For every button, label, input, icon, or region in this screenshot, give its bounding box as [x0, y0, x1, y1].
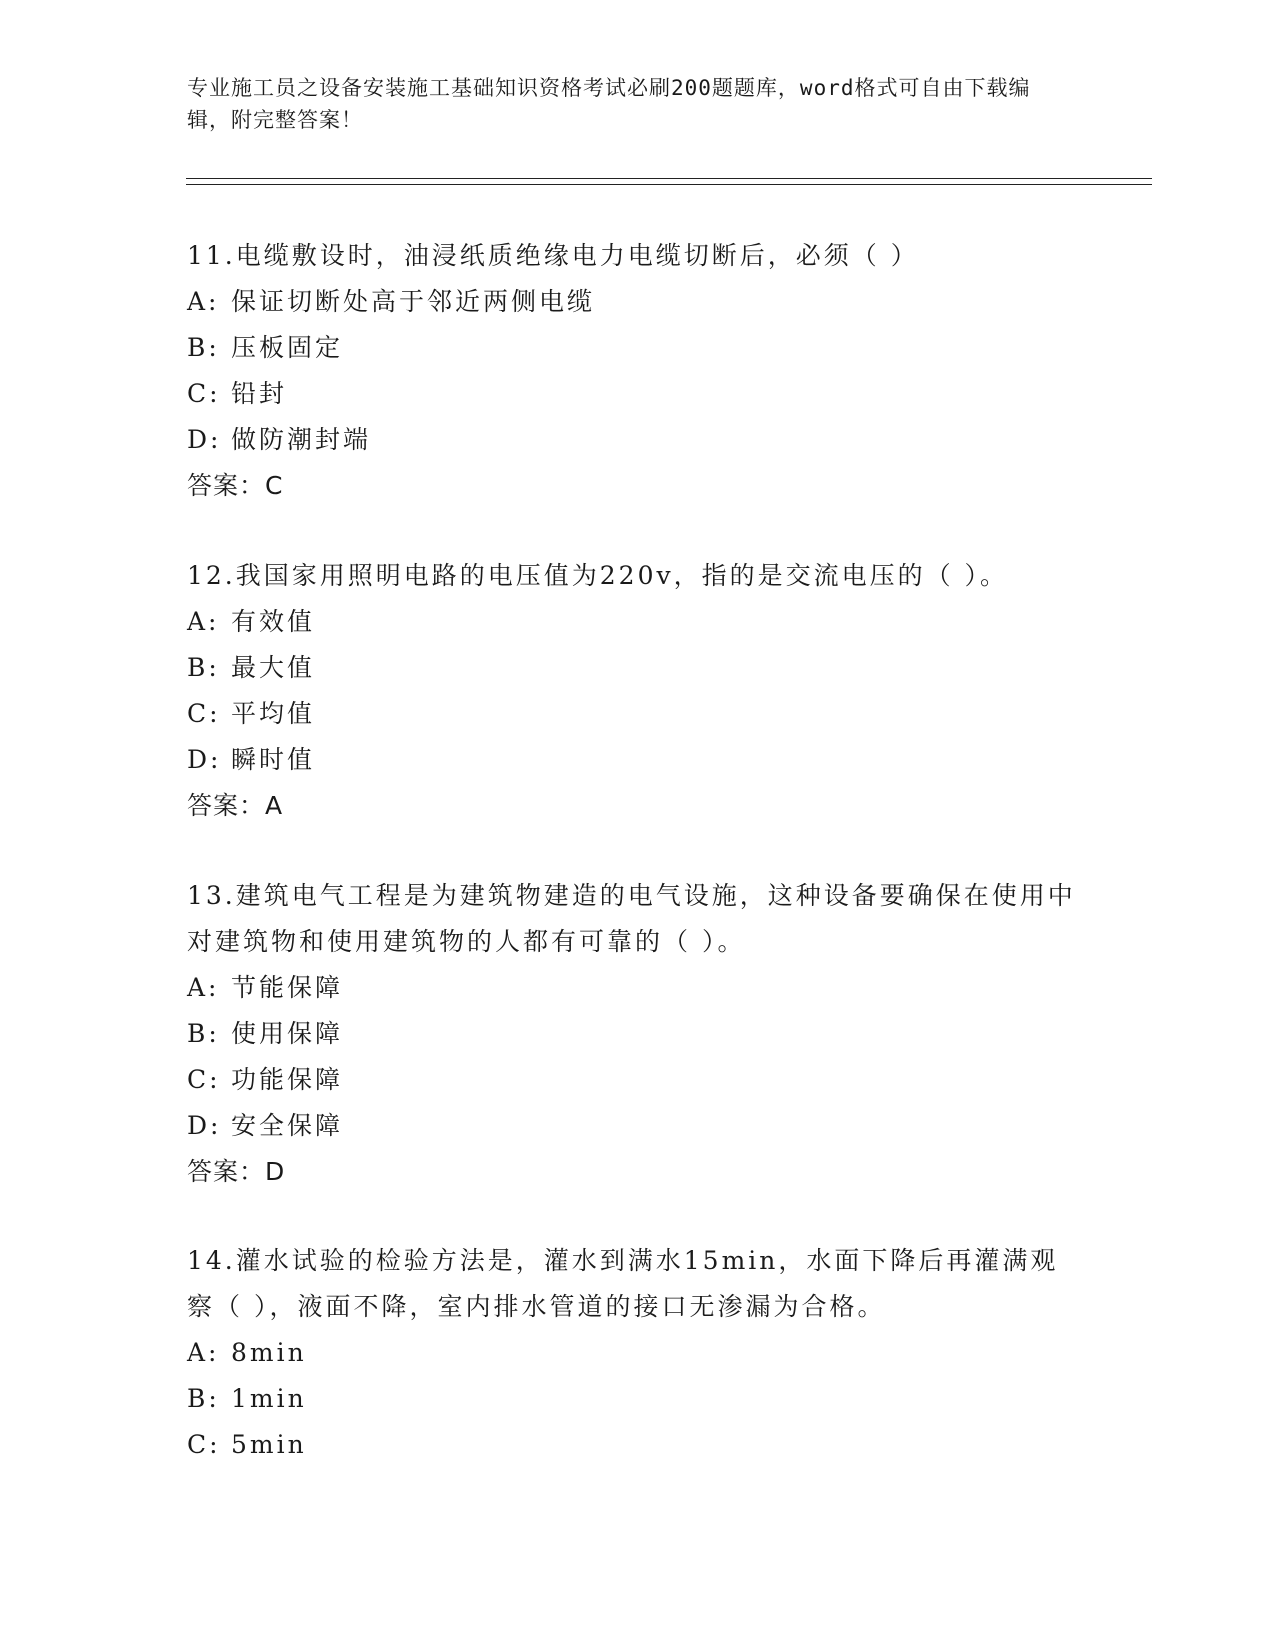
question-11: [187, 233, 1077, 509]
option-b: [187, 1011, 1077, 1057]
option-c: [187, 691, 1077, 737]
option-letter: D:: [187, 425, 222, 454]
document-header: [187, 72, 1067, 136]
option-letter: B:: [187, 333, 220, 362]
option-d: [187, 1103, 1077, 1149]
option-text: 1min: [231, 1384, 307, 1413]
option-letter: B:: [187, 653, 220, 682]
option-text: 安全保障: [231, 1111, 344, 1140]
option-text: 保证切断处高于邻近两侧电缆: [231, 287, 596, 316]
option-text: 功能保障: [231, 1065, 344, 1094]
option-text: 有效值: [231, 607, 316, 636]
question-14: [187, 1238, 1077, 1468]
option-c: [187, 1057, 1077, 1103]
option-text: 使用保障: [231, 1019, 344, 1048]
option-letter: C:: [187, 1430, 221, 1459]
option-text: 铅封: [231, 379, 288, 408]
option-text: 做防潮封端: [231, 425, 372, 454]
option-letter: C:: [187, 1065, 221, 1094]
option-a: [187, 599, 1077, 645]
question-12: [187, 553, 1077, 829]
answer-line: 答案：A: [187, 791, 284, 820]
question-stem: 13.建筑电气工程是为建筑物建造的电气设施，这种设备要确保在使用中对建筑物和使用建筑物的人都有可靠的（ ）。: [187, 881, 1076, 956]
option-d: [187, 417, 1077, 463]
option-letter: D:: [187, 1111, 222, 1140]
option-letter: B:: [187, 1019, 220, 1048]
option-text: 压板固定: [231, 333, 344, 362]
question-13: [187, 873, 1077, 1195]
question-stem: 12.我国家用照明电路的电压值为220v，指的是交流电压的（ ）。: [187, 561, 1009, 590]
answer-line: 答案：D: [187, 1157, 286, 1186]
answer-line: 答案：C: [187, 471, 284, 500]
question-stem: 11.电缆敷设时，油浸纸质绝缘电力电缆切断后，必须（ ）: [187, 241, 919, 270]
option-a: [187, 279, 1077, 325]
option-letter: A:: [187, 607, 220, 636]
option-letter: D:: [187, 745, 222, 774]
option-text: 5min: [231, 1430, 307, 1459]
option-c: [187, 1422, 1077, 1468]
option-letter: B:: [187, 1384, 220, 1413]
question-stem: 14.灌水试验的检验方法是，灌水到满水15min，水面下降后再灌满观察（ ），液面不降，室内排水管道的接口无渗漏为合格。: [187, 1246, 1059, 1321]
option-b: [187, 325, 1077, 371]
header-divider-bottom: [186, 184, 1152, 185]
option-letter: A:: [187, 287, 220, 316]
header-divider-top: [186, 178, 1152, 179]
option-text: 平均值: [231, 699, 316, 728]
option-text: 8min: [231, 1338, 307, 1367]
option-letter: A:: [187, 1338, 220, 1367]
option-letter: A:: [187, 973, 220, 1002]
option-letter: C:: [187, 379, 221, 408]
option-b: [187, 1376, 1077, 1422]
option-c: [187, 371, 1077, 417]
option-b: [187, 645, 1077, 691]
option-text: 最大值: [231, 653, 316, 682]
option-text: 节能保障: [231, 973, 344, 1002]
option-letter: C:: [187, 699, 221, 728]
option-d: [187, 737, 1077, 783]
header-text: 专业施工员之设备安装施工基础知识资格考试必刷200题题库，word格式可自由下载编辑，附完整答案！: [187, 76, 1031, 132]
option-a: [187, 965, 1077, 1011]
option-a: [187, 1330, 1077, 1376]
option-text: 瞬时值: [231, 745, 316, 774]
